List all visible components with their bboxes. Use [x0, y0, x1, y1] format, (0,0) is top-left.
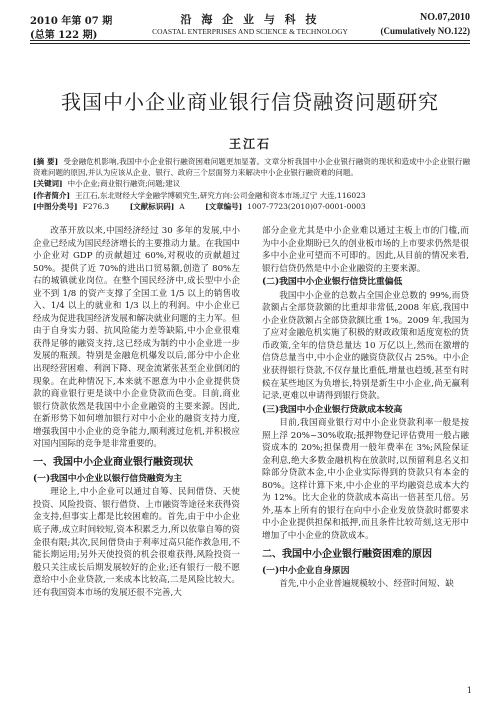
body-column-left — [33, 225, 240, 599]
journal-name-en: COASTAL ENTERPRISES AND SCIENCE & TECHNOLOGY — [152, 27, 348, 36]
class-value: F276.3 — [82, 202, 110, 211]
keywords-text: 中小企业;商业银行融资;问题;建议 — [67, 179, 181, 188]
keywords — [33, 179, 470, 190]
article-author: 王江石 — [228, 137, 271, 151]
paragraph: 目前,我国商业银行对中小企业贷款利率一般是按照上浮 20%~30%收取;抵押物登记评估费用一般占融资成本的 20%;担保费用一般年费率在 3%;风险保证金利息,绝大多数金融机构在放款时,以预留利息名义扣除部分贷款本金,中小企业实际得到的贷款只有本金的 80%。这样计算下来,中小企业的平均融资总成本大约为 12%。比大企业的贷款成本高出一倍甚至几倍。另外,基本上所有的银行在向中小企业发放贷款时都要求中小企业提供担保和抵押,而且条件比较苛刻,这无形中增加了中小企业的贷款成本。 — [262, 418, 469, 542]
author-info — [33, 191, 470, 202]
paragraph: 部分企业尤其是中小企业难以通过主板上市的门槛,而为中小企业期盼已久的创业板市场的上市要求仍然是很多中小企业可望而不可即的。因此,从目前的情况来看,银行信贷仍然是中小企业融资的主要来源。 — [262, 226, 469, 274]
header-rule-thin — [30, 43, 470, 44]
issue-en: NO.07,2010 — [420, 12, 470, 23]
paragraph: 理论上,中小企业可以通过自筹、民间借贷、天使投资、风险投资、银行借贷、上市融资等途径来获得资金支持,但事实上都是比较困难的。首先,由于中小企业底子薄,成立时间较短,资本积累乏力,所以依靠自筹的资金很有限;其次,民间借贷由于利率过高只能作救急用,不能长期运用;另外天使投资的机会很难获得,风险投资一般只关注成长后期发展较好的企业;还有银行一般不愿意给中小企业贷款,一来成本比较高,二是风险比较大。还有我国资本市场的发展还很不完善,大 — [33, 487, 240, 598]
abstract-text: 受金融危机影响,我国中小企业银行融资困难问题更加显著。文章分析我国中小企业银行融资的现状和造成中小企业银行融资难问题的原因,并认为应该从企业、银行、政府三个层面努力来解决中小企业银行融资难的问题。 — [33, 157, 470, 177]
total-issue-cn: (总第 122 期) — [30, 30, 98, 41]
total-issue-en: (Cumulatively NO.122) — [380, 26, 470, 36]
issue-cn: 2010 年第 07 期 — [30, 16, 113, 27]
paragraph: 改革开放以来,中国经济经过 30 多年的发展,中小企业已经成为国民经济增长的主要推动力量。在我国中小企业对 GDP 的贡献超过 60%,对税收的贡献超过 50%。提供了近 70%的进出口贸易额,创造了 80%左右的城镇就业岗位。在整个国民经济中,成长型中小企业不到 1/8 的资产支撑了全国工业 1/5 以上的销售收入、1/4 以上的就业和 1/3 以上的利润。中小企业已经成为促进我国经济发展和解决就业问题的主力军。但由于自身实力弱、抗风险能力差等缺陷,中小企业很难获得足够的融资支持,这已经成为制约中小企业进一步发展的瓶颈。特别是金融危机爆发以后,部分中小企业出现经营困难、利润下降、现金流紧张甚至企业倒闭的现象。在此种情况下,本来就不愿意为中小企业提供贷款的商业银行更是谈中小企业贷款而色变。目前,商业银行贷款依然是我国中小企业融资的主要来源。因此,在新形势下如何增加银行对中小企业的融资支持力度,增强我国中小企业的竞争能力,顺利渡过危机,并积极应对国内国际的竞争是非常重要的。 — [33, 226, 240, 450]
doc-code-value: A — [179, 202, 185, 211]
subsection-heading: (二)我国中小企业银行信贷比重偏低 — [262, 277, 403, 288]
author-info-tag: [作者简介] — [33, 190, 71, 200]
paragraph: 首先,中小企业普遍规模较小、经营时间短、缺 — [279, 579, 454, 590]
keywords-tag: [关键词] — [33, 179, 63, 188]
body-column-right — [262, 225, 469, 591]
abstract — [33, 157, 470, 178]
classification-line — [33, 202, 470, 213]
running-header — [30, 8, 470, 52]
article-no-value: 1007-7723(2010)07-0001-0003 — [247, 202, 366, 211]
article-title: 我国中小企业商业银行信贷融资问题研究 — [61, 90, 439, 114]
header-rule-thick — [30, 40, 470, 41]
subsection-heading: (一)中小企业自身原因 — [262, 565, 350, 576]
subsection-heading: (三)我国中小企业银行贷款成本较高 — [262, 404, 403, 415]
abstract-tag: [摘 要] — [33, 157, 59, 166]
class-tag: [中图分类号] — [33, 202, 78, 211]
section-heading: 一、我国中小企业商业银行融资现状 — [33, 456, 193, 468]
journal-name-cn: 沿 海 企 业 与 科 技 — [180, 13, 320, 26]
article-metadata — [33, 157, 470, 214]
article-no-tag: [文章编号] — [205, 202, 243, 211]
section-heading: 二、我国中小企业银行融资困难的原因 — [262, 548, 432, 560]
paragraph: 我国中小企业的总数占全国企业总数的 99%,而贷款额占全部贷款额的比重却非常低,2008 年底,我国中小企业贷款额占全部贷款额比重 1%。2009 年,我国为了应对金融危机实施了积极的财政政策和适度宽松的货币政策,全年的信贷总量达 10 万亿以上,然而在激增的信贷总量当中,中小企业的融资贷款仅占 25%。中小企业获得银行贷款,不仅存量比重低,增量也趋缓,甚至有时候在某些地区为负增长,特别是新生中小企业,尚无赢利记录,更难以申请得到银行贷款。 — [262, 290, 469, 402]
page-number: 1 — [466, 686, 472, 695]
doc-code-tag: [文献标识码] — [129, 202, 175, 211]
subsection-heading: (一)我国中小企业以银行信贷融资为主 — [33, 473, 183, 484]
author-info-text: 王江石,东北财经大学金融学博硕究生,研究方向:公司金融和资本市场,辽宁 大连,116023 — [75, 190, 366, 200]
